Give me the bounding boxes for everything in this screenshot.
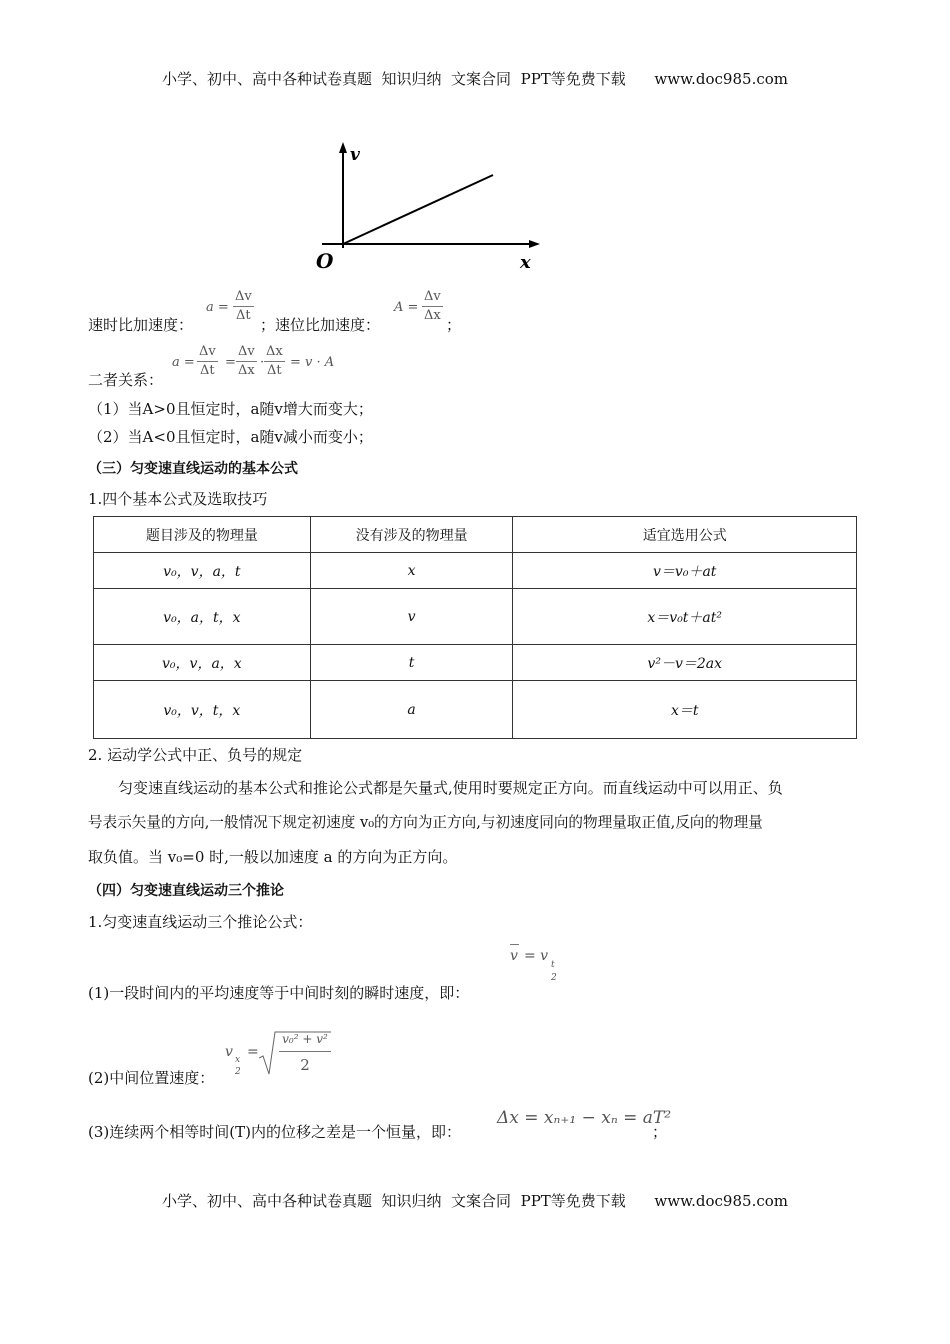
table-cell-quantities: v₀，v，t，x bbox=[94, 681, 311, 739]
eq1-numerator: Δv bbox=[233, 288, 254, 307]
time-acceleration-label: 速时比加速度： bbox=[88, 316, 194, 334]
eq2-numerator: Δv bbox=[422, 288, 443, 307]
relation-rhs: = v · A bbox=[290, 355, 335, 370]
relation-frac3 bbox=[264, 343, 285, 380]
table-row bbox=[94, 681, 857, 739]
relationship-label: 二者关系： bbox=[88, 371, 164, 389]
eq1-fraction bbox=[233, 288, 254, 325]
origin-label: O bbox=[316, 249, 334, 273]
graph-line bbox=[343, 175, 493, 244]
section4-title: （四）匀变速直线运动三个推论 bbox=[88, 883, 284, 899]
inference-2-eq: = bbox=[247, 1044, 259, 1060]
table-header-cell: 没有涉及的物理量 bbox=[310, 517, 513, 553]
average-bar bbox=[510, 944, 519, 945]
section3-sub1: 1.四个基本公式及选取技巧 bbox=[88, 490, 268, 508]
inference-1-sub-2: 2 bbox=[551, 973, 557, 983]
formula-table bbox=[93, 516, 857, 739]
relation-eq: = bbox=[225, 355, 236, 370]
table-header-cell: 题目涉及的物理量 bbox=[94, 517, 311, 553]
section4-sub1: 1.匀变速直线运动三个推论公式： bbox=[88, 913, 313, 931]
table-cell-quantities: v₀，v，a，x bbox=[94, 645, 311, 681]
section3-title: （三）匀变速直线运动的基本公式 bbox=[88, 461, 298, 477]
inference-3-end: ； bbox=[652, 1123, 668, 1141]
table-cell-formula: x＝t bbox=[513, 681, 857, 739]
table-cell-missing: v bbox=[310, 589, 513, 645]
inference-2-sub-2: 2 bbox=[235, 1067, 241, 1077]
v-axis-label: v bbox=[350, 145, 360, 165]
inference-2-v: v bbox=[225, 1044, 233, 1060]
inference-1-sub-t: t bbox=[551, 960, 555, 970]
frac3-den: Δt bbox=[267, 363, 282, 378]
inference-2-formula bbox=[223, 1024, 343, 1084]
acceleration-definitions bbox=[88, 288, 888, 334]
frac3-num: Δx bbox=[264, 343, 285, 362]
frac2-den: Δx bbox=[238, 363, 255, 378]
sqrt-numerator: v₀² + v² bbox=[282, 1032, 328, 1046]
y-axis-arrow bbox=[339, 142, 347, 153]
x-axis-arrow bbox=[529, 240, 540, 248]
rule-1: （1）当A>0且恒定时，a随v增大而变大； bbox=[88, 400, 373, 418]
table-cell-missing: t bbox=[310, 645, 513, 681]
table-header-cell: 适宜选用公式 bbox=[513, 517, 857, 553]
eq1-denominator: Δt bbox=[236, 308, 251, 323]
inference-2-sub-x: x bbox=[235, 1055, 241, 1065]
section3-sub2: 2. 运动学公式中正、负号的规定 bbox=[88, 746, 303, 764]
eq1-lhs: a = bbox=[206, 300, 229, 315]
relation-lhs: a = bbox=[172, 355, 195, 370]
relationship-line bbox=[88, 343, 888, 389]
eq2-lhs: A = bbox=[394, 300, 419, 315]
velocity-position-graph bbox=[310, 140, 550, 275]
sign-convention-line3: 取负值。当 v₀=0 时,一般以加速度 a 的方向为正方向。 bbox=[88, 848, 458, 866]
inference-1-formula bbox=[508, 942, 568, 988]
table-row bbox=[94, 645, 857, 681]
relation-frac2 bbox=[236, 343, 257, 380]
table-cell-formula: v²－v＝2ax bbox=[513, 645, 857, 681]
frac1-den: Δt bbox=[200, 363, 215, 378]
x-axis-label: x bbox=[520, 252, 531, 273]
page-footer: 小学、初中、高中各种试卷真题 知识归纳 文案合同 PPT等免费下载 www.doc985.com bbox=[161, 1192, 788, 1210]
frac2-num: Δv bbox=[236, 343, 257, 362]
frac1-num: Δv bbox=[197, 343, 218, 362]
rule-2: （2）当A<0且恒定时，a随v减小而变小； bbox=[88, 428, 373, 446]
table-row bbox=[94, 589, 857, 645]
table-header-row bbox=[94, 517, 857, 553]
line1-end: ； bbox=[446, 316, 462, 334]
table-cell-missing: x bbox=[310, 553, 513, 589]
sqrt-fraction-bar bbox=[279, 1051, 331, 1052]
position-acceleration-label: ；速位比加速度： bbox=[260, 316, 381, 334]
table-cell-quantities: v₀，a，t，x bbox=[94, 589, 311, 645]
inference-2-text: (2)中间位置速度： bbox=[88, 1069, 215, 1087]
inference-3-text: (3)连续两个相等时间(T)内的位移之差是一个恒量，即： bbox=[88, 1123, 461, 1141]
relation-frac1 bbox=[197, 343, 218, 380]
inference-1-eq: = v bbox=[524, 948, 549, 964]
sign-convention-line2: 号表示矢量的方向,一般情况下规定初速度 v₀的方向为正方向,与初速度同向的物理量取正值,反向的物理量 bbox=[88, 814, 763, 831]
sign-convention-line1: 匀变速直线运动的基本公式和推论公式都是矢量式,使用时要规定正方向。而直线运动中可以用正、负 bbox=[118, 779, 783, 797]
table-cell-quantities: v₀，v，a，t bbox=[94, 553, 311, 589]
eq2-fraction bbox=[422, 288, 443, 325]
table-cell-formula: x＝v₀t＋at² bbox=[513, 589, 857, 645]
sqrt-denominator: 2 bbox=[300, 1056, 310, 1074]
table-cell-formula: v＝v₀＋at bbox=[513, 553, 857, 589]
eq2-denominator: Δx bbox=[424, 308, 441, 323]
relation-dot: · bbox=[260, 355, 265, 370]
table-cell-missing: a bbox=[310, 681, 513, 739]
table-row bbox=[94, 553, 857, 589]
inference-1-v: v bbox=[510, 948, 518, 964]
page-header: 小学、初中、高中各种试卷真题 知识归纳 文案合同 PPT等免费下载 www.doc985.com bbox=[161, 70, 788, 88]
inference-1-text: (1)一段时间内的平均速度等于中间时刻的瞬时速度，即： bbox=[88, 984, 470, 1002]
inference-3-formula: Δx = xₙ₊₁ − xₙ = aT² bbox=[497, 1108, 672, 1128]
